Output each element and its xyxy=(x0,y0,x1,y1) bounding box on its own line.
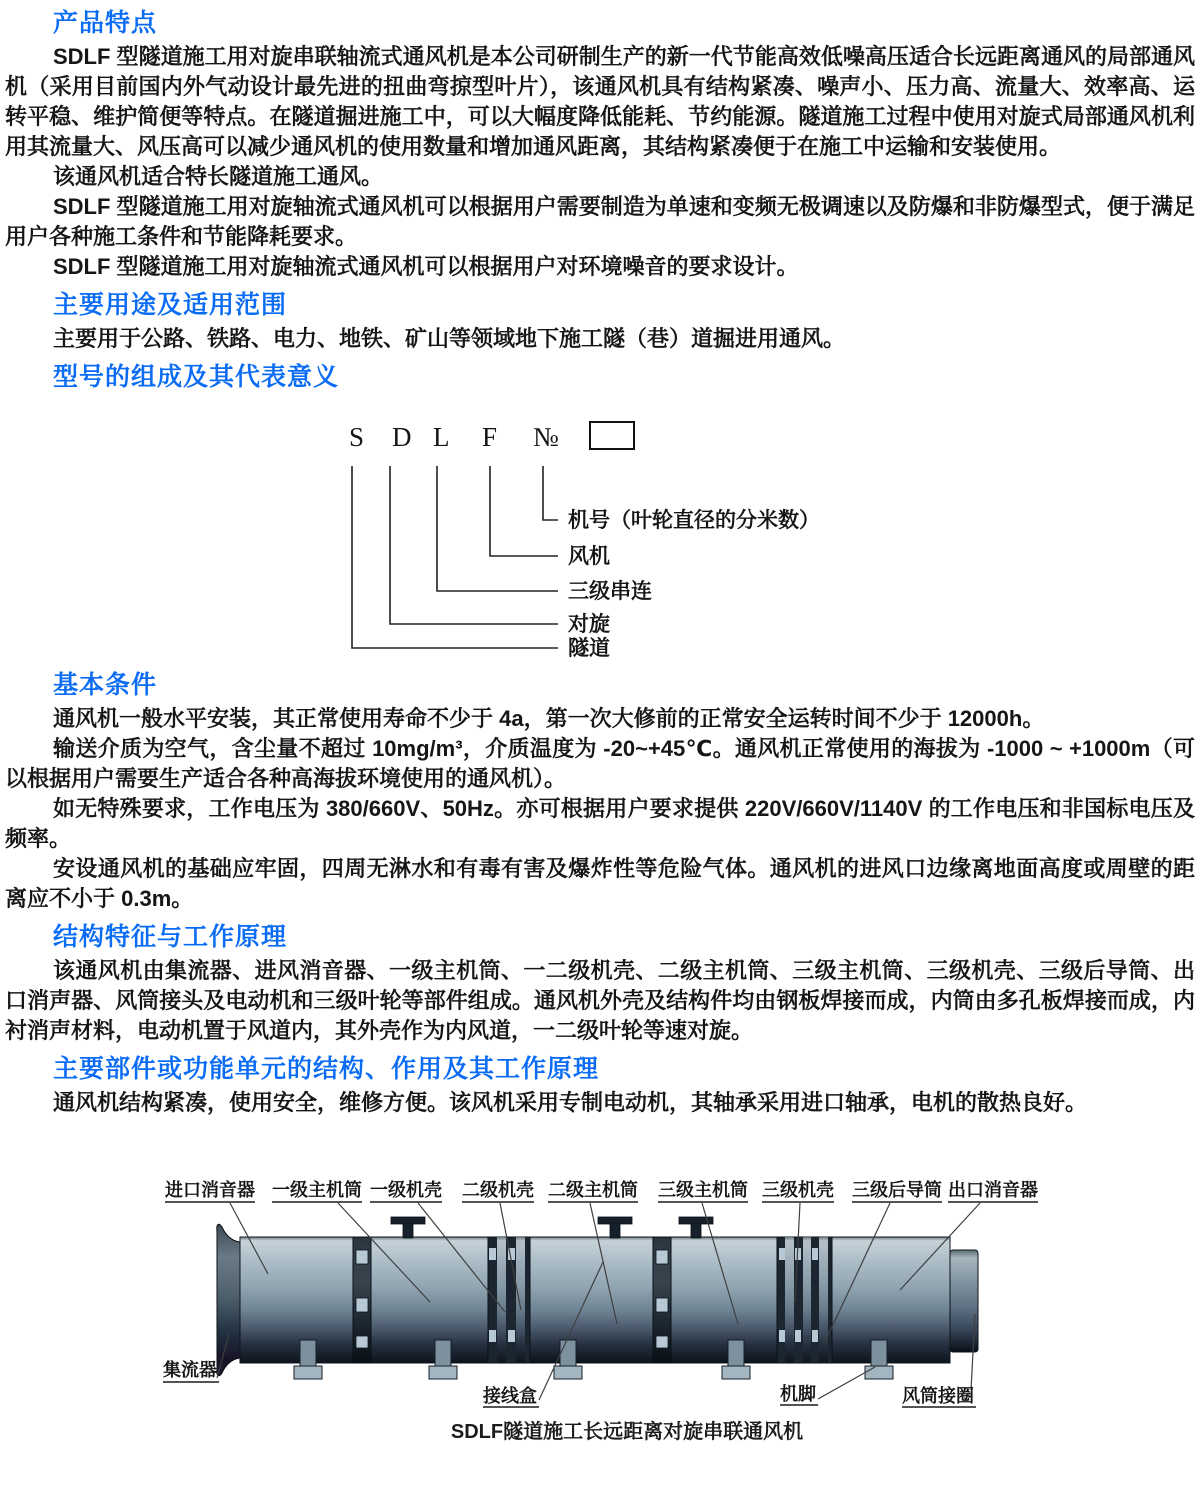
features-paragraph-4: SDLF 型隧道施工用对旋轴流式通风机可以根据用户对环境噪音的要求设计。 xyxy=(53,254,799,279)
label-duct-ring: 风筒接圈 xyxy=(902,1386,974,1406)
model-letter-d: D xyxy=(392,422,412,452)
inlet-bell-collector xyxy=(217,1224,240,1376)
stage3-casing-coupling xyxy=(777,1237,832,1363)
label-stage1-casing: 一级机壳 xyxy=(370,1180,442,1200)
connector-line-d xyxy=(390,466,558,624)
parts-paragraph-1: 通风机结构紧凑，使用安全，维修方便。该风机采用专制电动机，其轴承采用进口轴承，电机的散热良好。 xyxy=(53,1090,1088,1115)
connector-line-f xyxy=(490,466,558,556)
model-meaning-contra-rotating: 对旋 xyxy=(568,613,610,636)
section-heading-model: 型号的组成及其代表意义 xyxy=(53,363,340,391)
label-stage3-main-duct: 三级主机筒 xyxy=(658,1180,748,1200)
usage-paragraph-1: 主要用于公路、铁路、电力、地铁、矿山等领域地下施工隧（巷）道掘进用通风。 xyxy=(53,326,846,351)
section-heading-structure: 结构特征与工作原理 xyxy=(53,923,288,951)
model-meaning-fan: 风机 xyxy=(568,545,610,568)
section-heading-parts: 主要部件或功能单元的结构、作用及其工作原理 xyxy=(53,1055,600,1083)
label-stage1-main-duct: 一级主机筒 xyxy=(272,1180,362,1200)
model-letter-no: № xyxy=(533,422,559,452)
connector-line-no xyxy=(543,466,558,520)
connector-line-l xyxy=(437,466,558,591)
basics-paragraph-2: 输送介质为空气，含尘量不超过 10mg/m³，介质温度为 -20~+45℃。通风机正常使用的海拔为 -1000 ~ +1000m（可以根据用户需要生产适合各种高海拔环境使用的通风机）。 xyxy=(5,736,1195,791)
model-letter-f: F xyxy=(482,422,498,452)
model-meaning-number: 机号（叶轮直径的分米数） xyxy=(568,509,820,532)
section-heading-basics: 基本条件 xyxy=(53,671,158,699)
model-letter-s: S xyxy=(349,422,365,452)
label-machine-foot: 机脚 xyxy=(780,1384,816,1404)
fan-top-labels xyxy=(165,1179,1038,1202)
inlet-silencer-cylinder xyxy=(240,1237,353,1363)
label-outlet-silencer: 出口消音器 xyxy=(948,1180,1038,1200)
fan-machine-body xyxy=(217,1217,978,1379)
section-heading-usage: 主要用途及适用范围 xyxy=(53,291,288,319)
label-stage2-casing: 二级机壳 xyxy=(462,1180,534,1200)
label-stage3-casing: 三级机壳 xyxy=(762,1180,834,1200)
stage12-casing-coupling xyxy=(488,1237,530,1363)
lifting-lugs xyxy=(391,1217,713,1238)
features-paragraph-2: 该通风机适合特长隧道施工通风。 xyxy=(53,164,384,189)
label-stage2-main-duct: 二级主机筒 xyxy=(548,1180,638,1200)
model-number-box xyxy=(590,422,634,449)
stage3-main-cylinder xyxy=(671,1237,777,1363)
flange-band-2 xyxy=(653,1237,671,1363)
section-heading-features: 产品特点 xyxy=(53,9,158,37)
features-paragraph-3: SDLF 型隧道施工用对旋轴流式通风机可以根据用户需要制造为单速和变频无极调速以及防爆和非防爆型式，便于满足用户各种施工条件和节能降耗要求。 xyxy=(5,194,1195,249)
basics-paragraph-3: 如无特殊要求，工作电压为 380/660V、50Hz。亦可根据用户要求提供 220V/660V/1140V 的工作电压和非国标电压及频率。 xyxy=(5,796,1195,851)
model-letter-l: L xyxy=(433,422,450,452)
connector-line-s xyxy=(352,466,558,648)
model-meaning-three-stage: 三级串连 xyxy=(568,580,652,603)
stage1-main-cylinder xyxy=(371,1237,488,1363)
label-junction-box: 接线盒 xyxy=(483,1386,537,1406)
label-stage3-rear-guide: 三级后导筒 xyxy=(852,1180,942,1200)
features-paragraph-1: SDLF 型隧道施工用对旋串联轴流式通风机是本公司研制生产的新一代节能高效低噪高压适合长远距离通风的局部通风机（采用目前国内外气动设计最先进的扭曲弯掠型叶片），该通风机具有结构紧凑、噪声小、压力高、流量大、效率高、运转平稳、维护简便等特点。在隧道掘进施工中，可以大幅度降低能耗、节约能源。隧道施工过程中使用对旋式局部通风机利用其流量大、风压高可以减少通风机的使用数量和增加通风距离，其结构紧凑便于在施工中运输和安装使用。 xyxy=(5,44,1195,159)
structure-paragraph-1: 该通风机由集流器、进风消音器、一级主机筒、一二级机壳、二级主机筒、三级主机筒、三级机壳、三级后导筒、出口消声器、风筒接头及电动机和三级叶轮等部件组成。通风机外壳及结构件均由钢板焊接而成，内筒由多孔板焊接而成，内衬消声材料，电动机置于风道内，其外壳作为内风道，一二级叶轮等速对旋。 xyxy=(5,958,1195,1043)
basics-paragraph-1: 通风机一般水平安装，其正常使用寿命不少于 4a，第一次大修前的正常安全运转时间不少于 12000h。 xyxy=(53,706,1045,731)
outlet-silencer-cylinder xyxy=(832,1237,950,1363)
stage2-main-cylinder xyxy=(530,1237,653,1363)
flange-band-1 xyxy=(353,1237,371,1363)
model-composition-diagram xyxy=(5,396,1195,662)
label-inlet-silencer: 进口消音器 xyxy=(165,1180,255,1200)
basics-paragraph-4: 安设通风机的基础应牢固，四周无淋水和有毒有害及爆炸性等危险气体。通风机的进风口边缘离地面高度或周壁的距离应不小于 0.3m。 xyxy=(5,856,1195,911)
label-collector: 集流器 xyxy=(163,1360,217,1380)
model-meaning-tunnel: 隧道 xyxy=(568,637,610,660)
product-page xyxy=(0,9,1200,1480)
fan-diagram-caption: SDLF隧道施工长远距离对旋串联通风机 xyxy=(450,1421,804,1443)
fan-assembly-drawing xyxy=(5,1162,1195,1480)
